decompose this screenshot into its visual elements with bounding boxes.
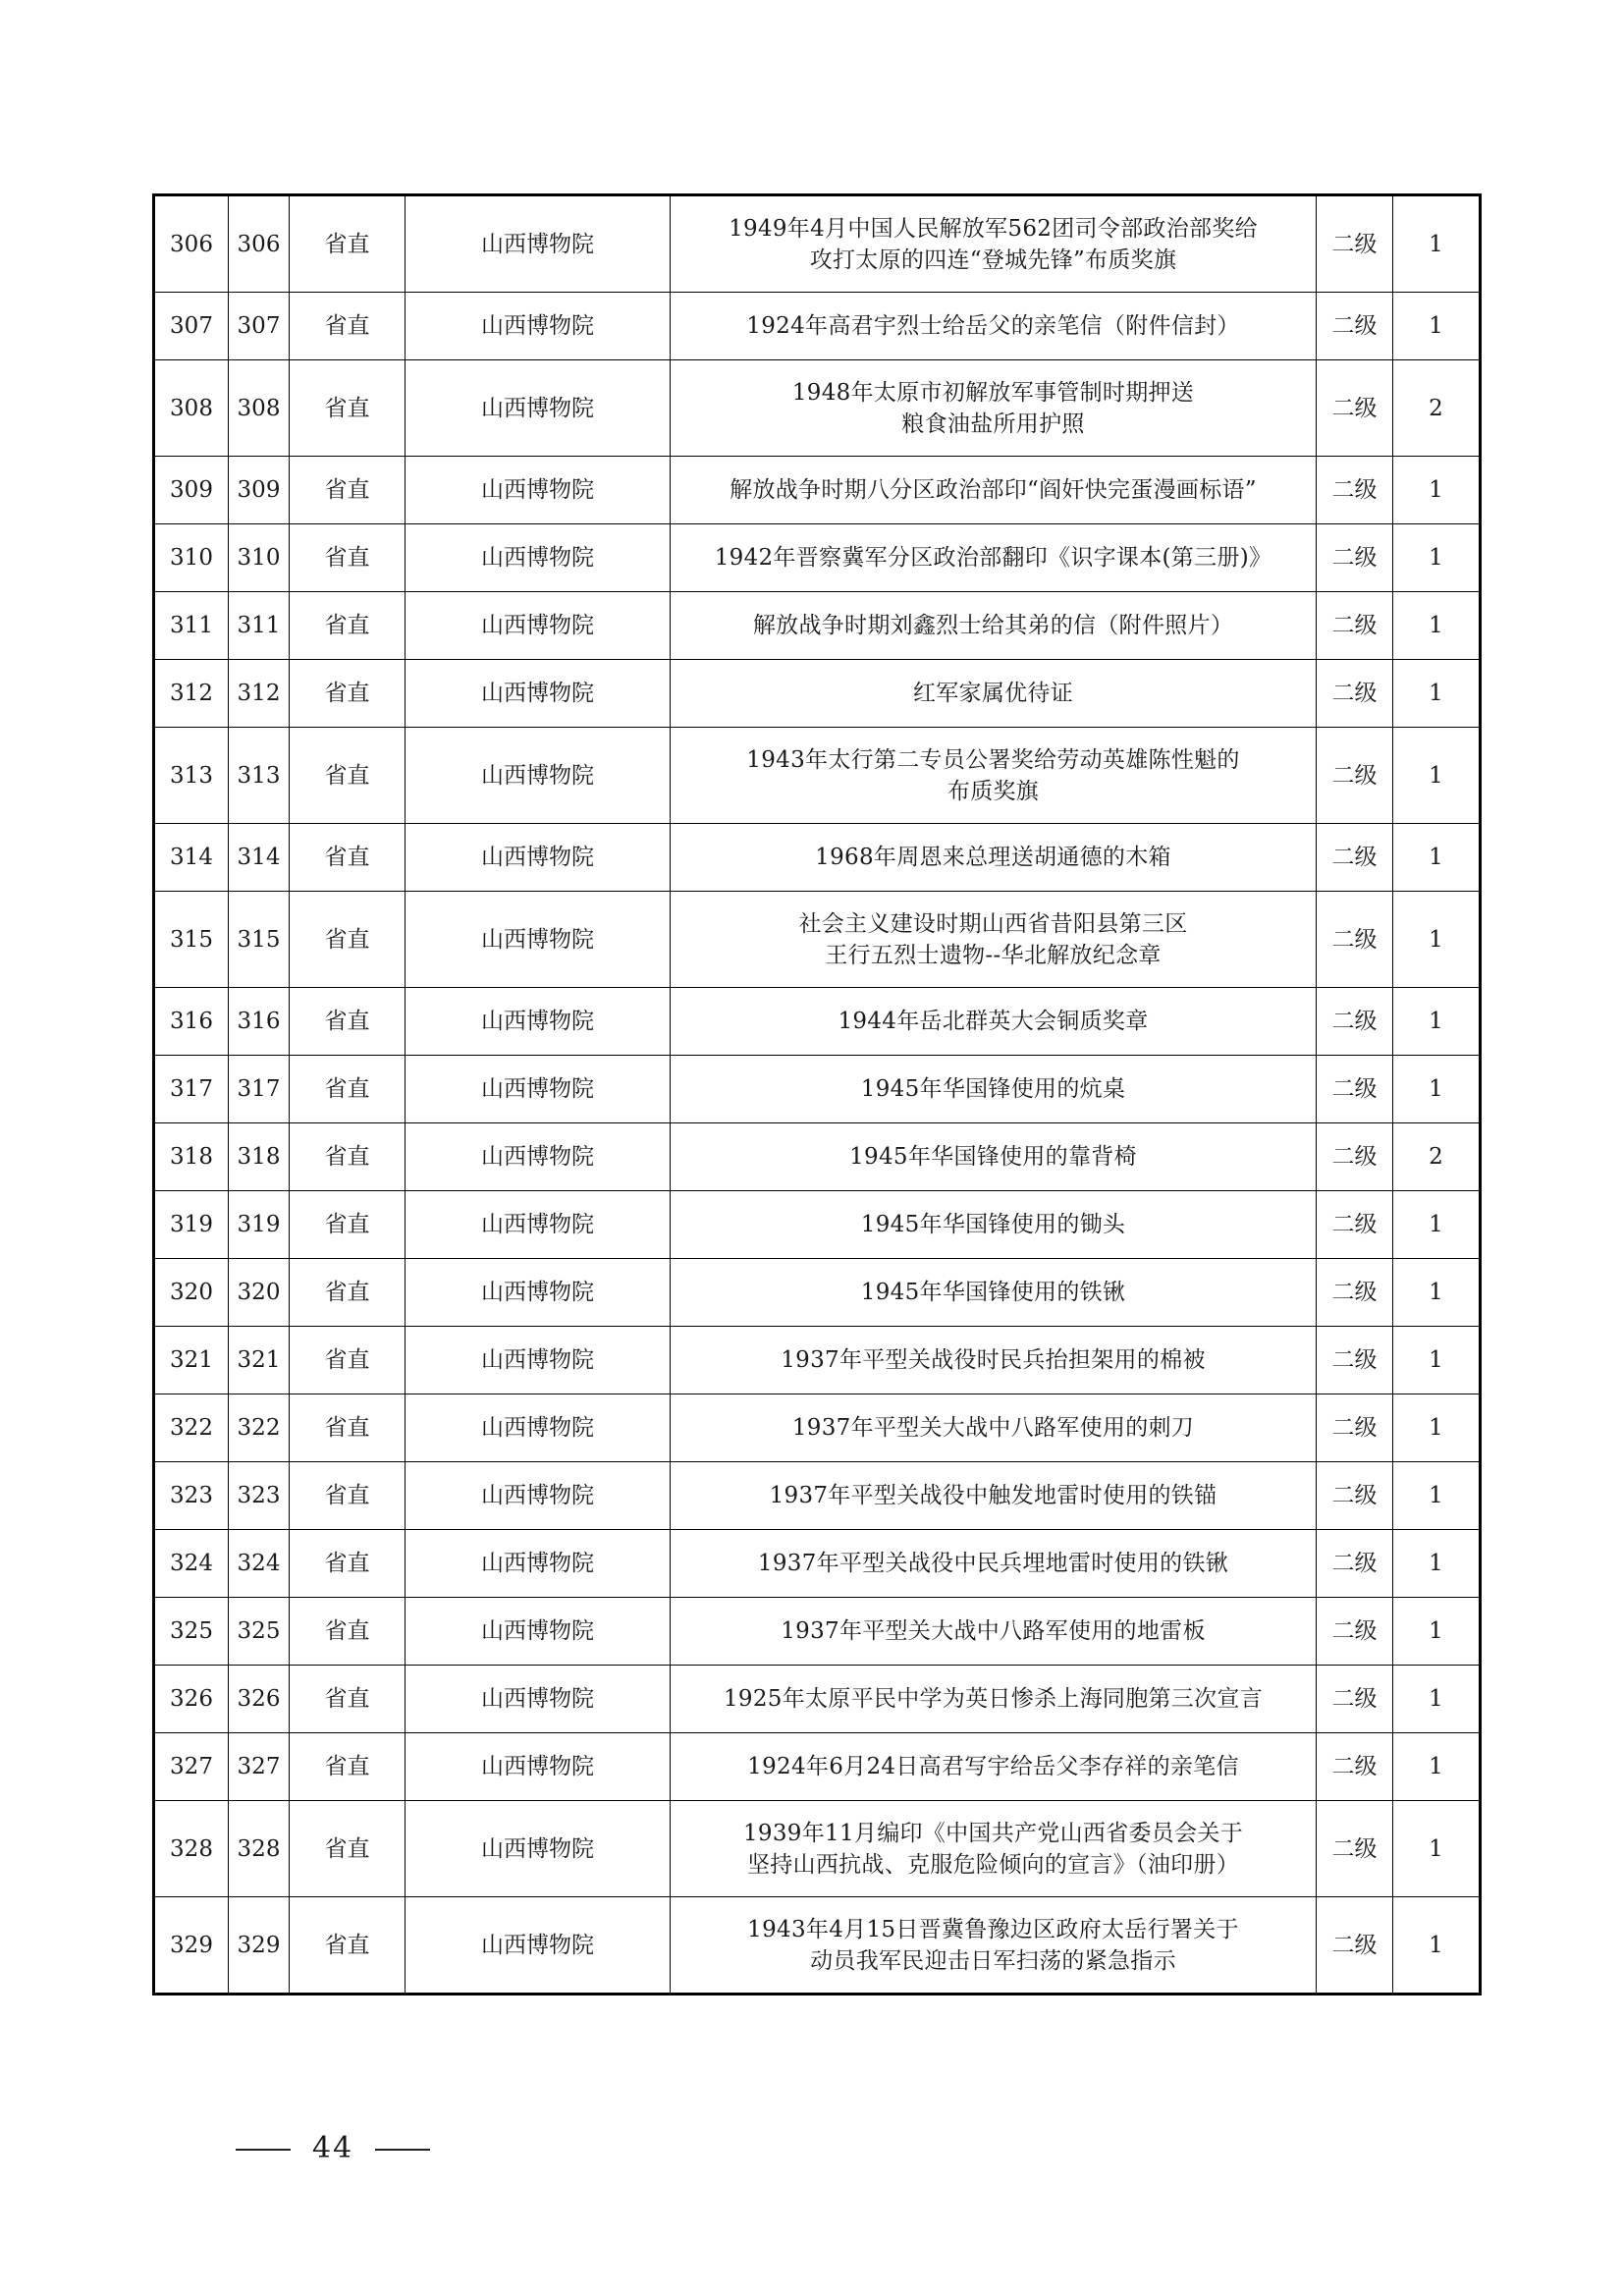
relic-name-cell [671, 1598, 1317, 1666]
quantity-cell: 2 [1393, 360, 1481, 457]
relics-table-body [154, 195, 1481, 1995]
original-number-cell: 313 [229, 728, 290, 824]
footer-dash-right [375, 2149, 430, 2151]
collection-unit-cell: 山西博物院 [406, 1259, 671, 1327]
table-row [154, 660, 1481, 728]
affiliation-cell: 省直 [290, 1056, 406, 1123]
collection-unit-cell: 山西博物院 [406, 1598, 671, 1666]
relic-name-cell [671, 1259, 1317, 1327]
quantity-cell: 2 [1393, 1123, 1481, 1191]
quantity-cell: 1 [1393, 1530, 1481, 1598]
original-number-cell: 324 [229, 1530, 290, 1598]
affiliation-cell: 省直 [290, 195, 406, 293]
table-row [154, 728, 1481, 824]
original-number-cell: 312 [229, 660, 290, 728]
quantity-cell: 1 [1393, 892, 1481, 988]
original-number-cell: 314 [229, 824, 290, 892]
original-number-cell: 310 [229, 524, 290, 592]
quantity-cell: 1 [1393, 988, 1481, 1056]
relic-name-line: 动员我军民迎击日军扫荡的紧急指示 [810, 1947, 1176, 1974]
grade-cell: 二级 [1317, 1530, 1393, 1598]
table-row [154, 360, 1481, 457]
seq-number-cell: 307 [154, 293, 229, 360]
affiliation-cell: 省直 [290, 1598, 406, 1666]
collection-unit-cell: 山西博物院 [406, 1897, 671, 1995]
grade-cell: 二级 [1317, 1056, 1393, 1123]
grade-cell: 二级 [1317, 728, 1393, 824]
relic-name-line: 粮食油盐所用护照 [901, 410, 1085, 437]
grade-cell: 二级 [1317, 824, 1393, 892]
original-number-cell: 326 [229, 1666, 290, 1733]
grade-cell: 二级 [1317, 1598, 1393, 1666]
relic-name-cell [671, 457, 1317, 524]
table-row [154, 892, 1481, 988]
original-number-cell: 309 [229, 457, 290, 524]
quantity-cell: 1 [1393, 1598, 1481, 1666]
seq-number-cell: 329 [154, 1897, 229, 1995]
relic-name-cell [671, 728, 1317, 824]
page-number: 44 [312, 2131, 354, 2165]
seq-number-cell: 322 [154, 1394, 229, 1462]
grade-cell: 二级 [1317, 1801, 1393, 1897]
grade-cell: 二级 [1317, 1897, 1393, 1995]
affiliation-cell: 省直 [290, 824, 406, 892]
affiliation-cell: 省直 [290, 1530, 406, 1598]
relic-name-cell [671, 1191, 1317, 1259]
relic-name-line: 1945年华国锋使用的锄头 [860, 1212, 1126, 1237]
collection-unit-cell: 山西博物院 [406, 1056, 671, 1123]
relic-name-cell [671, 592, 1317, 660]
quantity-cell: 1 [1393, 1897, 1481, 1995]
relic-name-line: 解放战争时期刘鑫烈士给其弟的信（附件照片） [752, 613, 1234, 638]
relic-name-line: 1924年6月24日高君写宇给岳父李存祥的亲笔信 [747, 1754, 1239, 1779]
collection-unit-cell: 山西博物院 [406, 988, 671, 1056]
table-row [154, 524, 1481, 592]
quantity-cell: 1 [1393, 824, 1481, 892]
affiliation-cell: 省直 [290, 1462, 406, 1530]
collection-unit-cell: 山西博物院 [406, 457, 671, 524]
relic-name-line: 布质奖旗 [947, 778, 1040, 804]
original-number-cell: 317 [229, 1056, 290, 1123]
relic-name-cell [671, 293, 1317, 360]
table-row [154, 195, 1481, 293]
original-number-cell: 322 [229, 1394, 290, 1462]
relic-name-line: 社会主义建设时期山西省昔阳县第三区 [798, 910, 1188, 937]
relic-name-line: 1943年太行第二专员公署奖给劳动英雄陈性魁的 [746, 746, 1240, 773]
quantity-cell: 1 [1393, 1666, 1481, 1733]
seq-number-cell: 313 [154, 728, 229, 824]
relic-name-line: 1937年平型关大战中八路军使用的刺刀 [791, 1415, 1195, 1441]
relic-name-cell [671, 1530, 1317, 1598]
grade-cell: 二级 [1317, 360, 1393, 457]
original-number-cell: 329 [229, 1897, 290, 1995]
relic-name-cell [671, 1123, 1317, 1191]
grade-cell: 二级 [1317, 195, 1393, 293]
grade-cell: 二级 [1317, 457, 1393, 524]
relic-name-line: 1945年华国锋使用的炕桌 [860, 1076, 1126, 1102]
relic-name-line: 1943年4月15日晋冀鲁豫边区政府太岳行署关于 [747, 1916, 1239, 1942]
seq-number-cell: 318 [154, 1123, 229, 1191]
seq-number-cell: 328 [154, 1801, 229, 1897]
grade-cell: 二级 [1317, 1327, 1393, 1394]
grade-cell: 二级 [1317, 293, 1393, 360]
original-number-cell: 320 [229, 1259, 290, 1327]
original-number-cell: 325 [229, 1598, 290, 1666]
original-number-cell: 311 [229, 592, 290, 660]
collection-unit-cell: 山西博物院 [406, 1191, 671, 1259]
grade-cell: 二级 [1317, 1259, 1393, 1327]
relic-name-cell [671, 1733, 1317, 1801]
original-number-cell: 306 [229, 195, 290, 293]
original-number-cell: 316 [229, 988, 290, 1056]
original-number-cell: 321 [229, 1327, 290, 1394]
seq-number-cell: 319 [154, 1191, 229, 1259]
relic-name-line: 王行五烈士遗物--华北解放纪念章 [825, 942, 1162, 968]
table-row [154, 293, 1481, 360]
table-row [154, 457, 1481, 524]
original-number-cell: 327 [229, 1733, 290, 1801]
relic-name-line: 1937年平型关大战中八路军使用的地雷板 [781, 1618, 1206, 1644]
seq-number-cell: 310 [154, 524, 229, 592]
collection-unit-cell: 山西博物院 [406, 1733, 671, 1801]
relic-name-cell [671, 1801, 1317, 1897]
relic-name-cell [671, 660, 1317, 728]
grade-cell: 二级 [1317, 1462, 1393, 1530]
relic-name-line: 1925年太原平民中学为英日惨杀上海同胞第三次宣言 [723, 1686, 1264, 1712]
grade-cell: 二级 [1317, 524, 1393, 592]
grade-cell: 二级 [1317, 988, 1393, 1056]
original-number-cell: 315 [229, 892, 290, 988]
relic-name-line: 1949年4月中国人民解放军562团司令部政治部奖给 [729, 215, 1258, 242]
affiliation-cell: 省直 [290, 293, 406, 360]
relic-name-cell [671, 1394, 1317, 1462]
table-row [154, 1666, 1481, 1733]
table-row [154, 1598, 1481, 1666]
relic-name-line: 1937年平型关战役中民兵埋地雷时使用的铁锹 [757, 1551, 1229, 1576]
quantity-cell: 1 [1393, 1394, 1481, 1462]
quantity-cell: 1 [1393, 1462, 1481, 1530]
original-number-cell: 308 [229, 360, 290, 457]
table-row [154, 1259, 1481, 1327]
collection-unit-cell: 山西博物院 [406, 360, 671, 457]
collection-unit-cell: 山西博物院 [406, 1462, 671, 1530]
seq-number-cell: 325 [154, 1598, 229, 1666]
collection-unit-cell: 山西博物院 [406, 660, 671, 728]
affiliation-cell: 省直 [290, 1259, 406, 1327]
relic-name-line: 1948年太原市初解放军事管制时期押送 [791, 379, 1195, 406]
relics-table-container [152, 193, 1479, 1995]
affiliation-cell: 省直 [290, 1327, 406, 1394]
grade-cell: 二级 [1317, 1394, 1393, 1462]
table-row [154, 1801, 1481, 1897]
relic-name-cell [671, 1462, 1317, 1530]
grade-cell: 二级 [1317, 1191, 1393, 1259]
affiliation-cell: 省直 [290, 524, 406, 592]
collection-unit-cell: 山西博物院 [406, 1530, 671, 1598]
collection-unit-cell: 山西博物院 [406, 728, 671, 824]
relic-name-line: 1939年11月编印《中国共产党山西省委员会关于 [743, 1820, 1243, 1846]
quantity-cell: 1 [1393, 1801, 1481, 1897]
seq-number-cell: 312 [154, 660, 229, 728]
collection-unit-cell: 山西博物院 [406, 1666, 671, 1733]
affiliation-cell: 省直 [290, 1191, 406, 1259]
collection-unit-cell: 山西博物院 [406, 592, 671, 660]
collection-unit-cell: 山西博物院 [406, 1123, 671, 1191]
quantity-cell: 1 [1393, 1733, 1481, 1801]
table-row [154, 1462, 1481, 1530]
table-row [154, 1191, 1481, 1259]
seq-number-cell: 326 [154, 1666, 229, 1733]
relic-name-line: 1945年华国锋使用的靠背椅 [849, 1144, 1137, 1170]
relic-name-cell [671, 360, 1317, 457]
grade-cell: 二级 [1317, 1733, 1393, 1801]
collection-unit-cell: 山西博物院 [406, 1327, 671, 1394]
collection-unit-cell: 山西博物院 [406, 1394, 671, 1462]
collection-unit-cell: 山西博物院 [406, 293, 671, 360]
quantity-cell: 1 [1393, 457, 1481, 524]
affiliation-cell: 省直 [290, 1666, 406, 1733]
affiliation-cell: 省直 [290, 1394, 406, 1462]
affiliation-cell: 省直 [290, 728, 406, 824]
original-number-cell: 318 [229, 1123, 290, 1191]
quantity-cell: 1 [1393, 1056, 1481, 1123]
affiliation-cell: 省直 [290, 360, 406, 457]
quantity-cell: 1 [1393, 592, 1481, 660]
quantity-cell: 1 [1393, 524, 1481, 592]
table-row [154, 824, 1481, 892]
table-row [154, 1394, 1481, 1462]
affiliation-cell: 省直 [290, 1733, 406, 1801]
seq-number-cell: 311 [154, 592, 229, 660]
original-number-cell: 323 [229, 1462, 290, 1530]
relic-name-line: 红军家属优待证 [912, 681, 1074, 706]
quantity-cell: 1 [1393, 1259, 1481, 1327]
collection-unit-cell: 山西博物院 [406, 1801, 671, 1897]
table-row [154, 1897, 1481, 1995]
relic-name-cell [671, 1056, 1317, 1123]
affiliation-cell: 省直 [290, 1897, 406, 1995]
seq-number-cell: 314 [154, 824, 229, 892]
page-footer [236, 2131, 430, 2165]
relic-name-cell [671, 824, 1317, 892]
seq-number-cell: 321 [154, 1327, 229, 1394]
relic-name-cell [671, 195, 1317, 293]
seq-number-cell: 316 [154, 988, 229, 1056]
table-row [154, 592, 1481, 660]
relic-name-cell [671, 892, 1317, 988]
table-row [154, 1123, 1481, 1191]
grade-cell: 二级 [1317, 1666, 1393, 1733]
relic-name-line: 1944年岳北群英大会铜质奖章 [838, 1009, 1149, 1034]
affiliation-cell: 省直 [290, 592, 406, 660]
quantity-cell: 1 [1393, 660, 1481, 728]
relic-name-cell [671, 1666, 1317, 1733]
relic-name-line: 1937年平型关战役中触发地雷时使用的铁锚 [769, 1483, 1217, 1508]
relic-name-cell [671, 1327, 1317, 1394]
table-row [154, 1733, 1481, 1801]
relic-name-line: 攻打太原的四连“登城先锋”布质奖旗 [809, 246, 1177, 273]
quantity-cell: 1 [1393, 293, 1481, 360]
footer-dash-left [236, 2149, 291, 2151]
seq-number-cell: 327 [154, 1733, 229, 1801]
affiliation-cell: 省直 [290, 457, 406, 524]
quantity-cell: 1 [1393, 1191, 1481, 1259]
seq-number-cell: 320 [154, 1259, 229, 1327]
relic-name-line: 1924年高君宇烈士给岳父的亲笔信（附件信封） [746, 313, 1240, 339]
relics-table [152, 193, 1482, 1995]
grade-cell: 二级 [1317, 660, 1393, 728]
seq-number-cell: 317 [154, 1056, 229, 1123]
collection-unit-cell: 山西博物院 [406, 892, 671, 988]
collection-unit-cell: 山西博物院 [406, 824, 671, 892]
affiliation-cell: 省直 [290, 1123, 406, 1191]
relic-name-line: 解放战争时期八分区政治部印“阎奸快完蛋漫画标语” [730, 477, 1257, 503]
seq-number-cell: 309 [154, 457, 229, 524]
collection-unit-cell: 山西博物院 [406, 195, 671, 293]
quantity-cell: 1 [1393, 1327, 1481, 1394]
seq-number-cell: 306 [154, 195, 229, 293]
relic-name-cell [671, 524, 1317, 592]
table-row [154, 1530, 1481, 1598]
affiliation-cell: 省直 [290, 988, 406, 1056]
seq-number-cell: 315 [154, 892, 229, 988]
grade-cell: 二级 [1317, 892, 1393, 988]
collection-unit-cell: 山西博物院 [406, 524, 671, 592]
seq-number-cell: 323 [154, 1462, 229, 1530]
table-row [154, 988, 1481, 1056]
table-row [154, 1056, 1481, 1123]
table-row [154, 1327, 1481, 1394]
relic-name-line: 坚持山西抗战、克服危险倾向的宣言》（油印册） [746, 1851, 1240, 1878]
grade-cell: 二级 [1317, 1123, 1393, 1191]
grade-cell: 二级 [1317, 592, 1393, 660]
relic-name-line: 1968年周恩来总理送胡通德的木箱 [815, 845, 1171, 870]
relic-name-cell [671, 1897, 1317, 1995]
original-number-cell: 307 [229, 293, 290, 360]
relic-name-line: 1945年华国锋使用的铁锹 [860, 1280, 1126, 1305]
original-number-cell: 319 [229, 1191, 290, 1259]
relic-name-line: 1937年平型关战役时民兵抬担架用的棉被 [781, 1347, 1206, 1373]
seq-number-cell: 308 [154, 360, 229, 457]
quantity-cell: 1 [1393, 728, 1481, 824]
affiliation-cell: 省直 [290, 892, 406, 988]
relic-name-cell [671, 988, 1317, 1056]
seq-number-cell: 324 [154, 1530, 229, 1598]
affiliation-cell: 省直 [290, 660, 406, 728]
relic-name-line: 1942年晋察冀军分区政治部翻印《识字课本(第三册)》 [714, 545, 1272, 571]
affiliation-cell: 省直 [290, 1801, 406, 1897]
quantity-cell: 1 [1393, 195, 1481, 293]
original-number-cell: 328 [229, 1801, 290, 1897]
